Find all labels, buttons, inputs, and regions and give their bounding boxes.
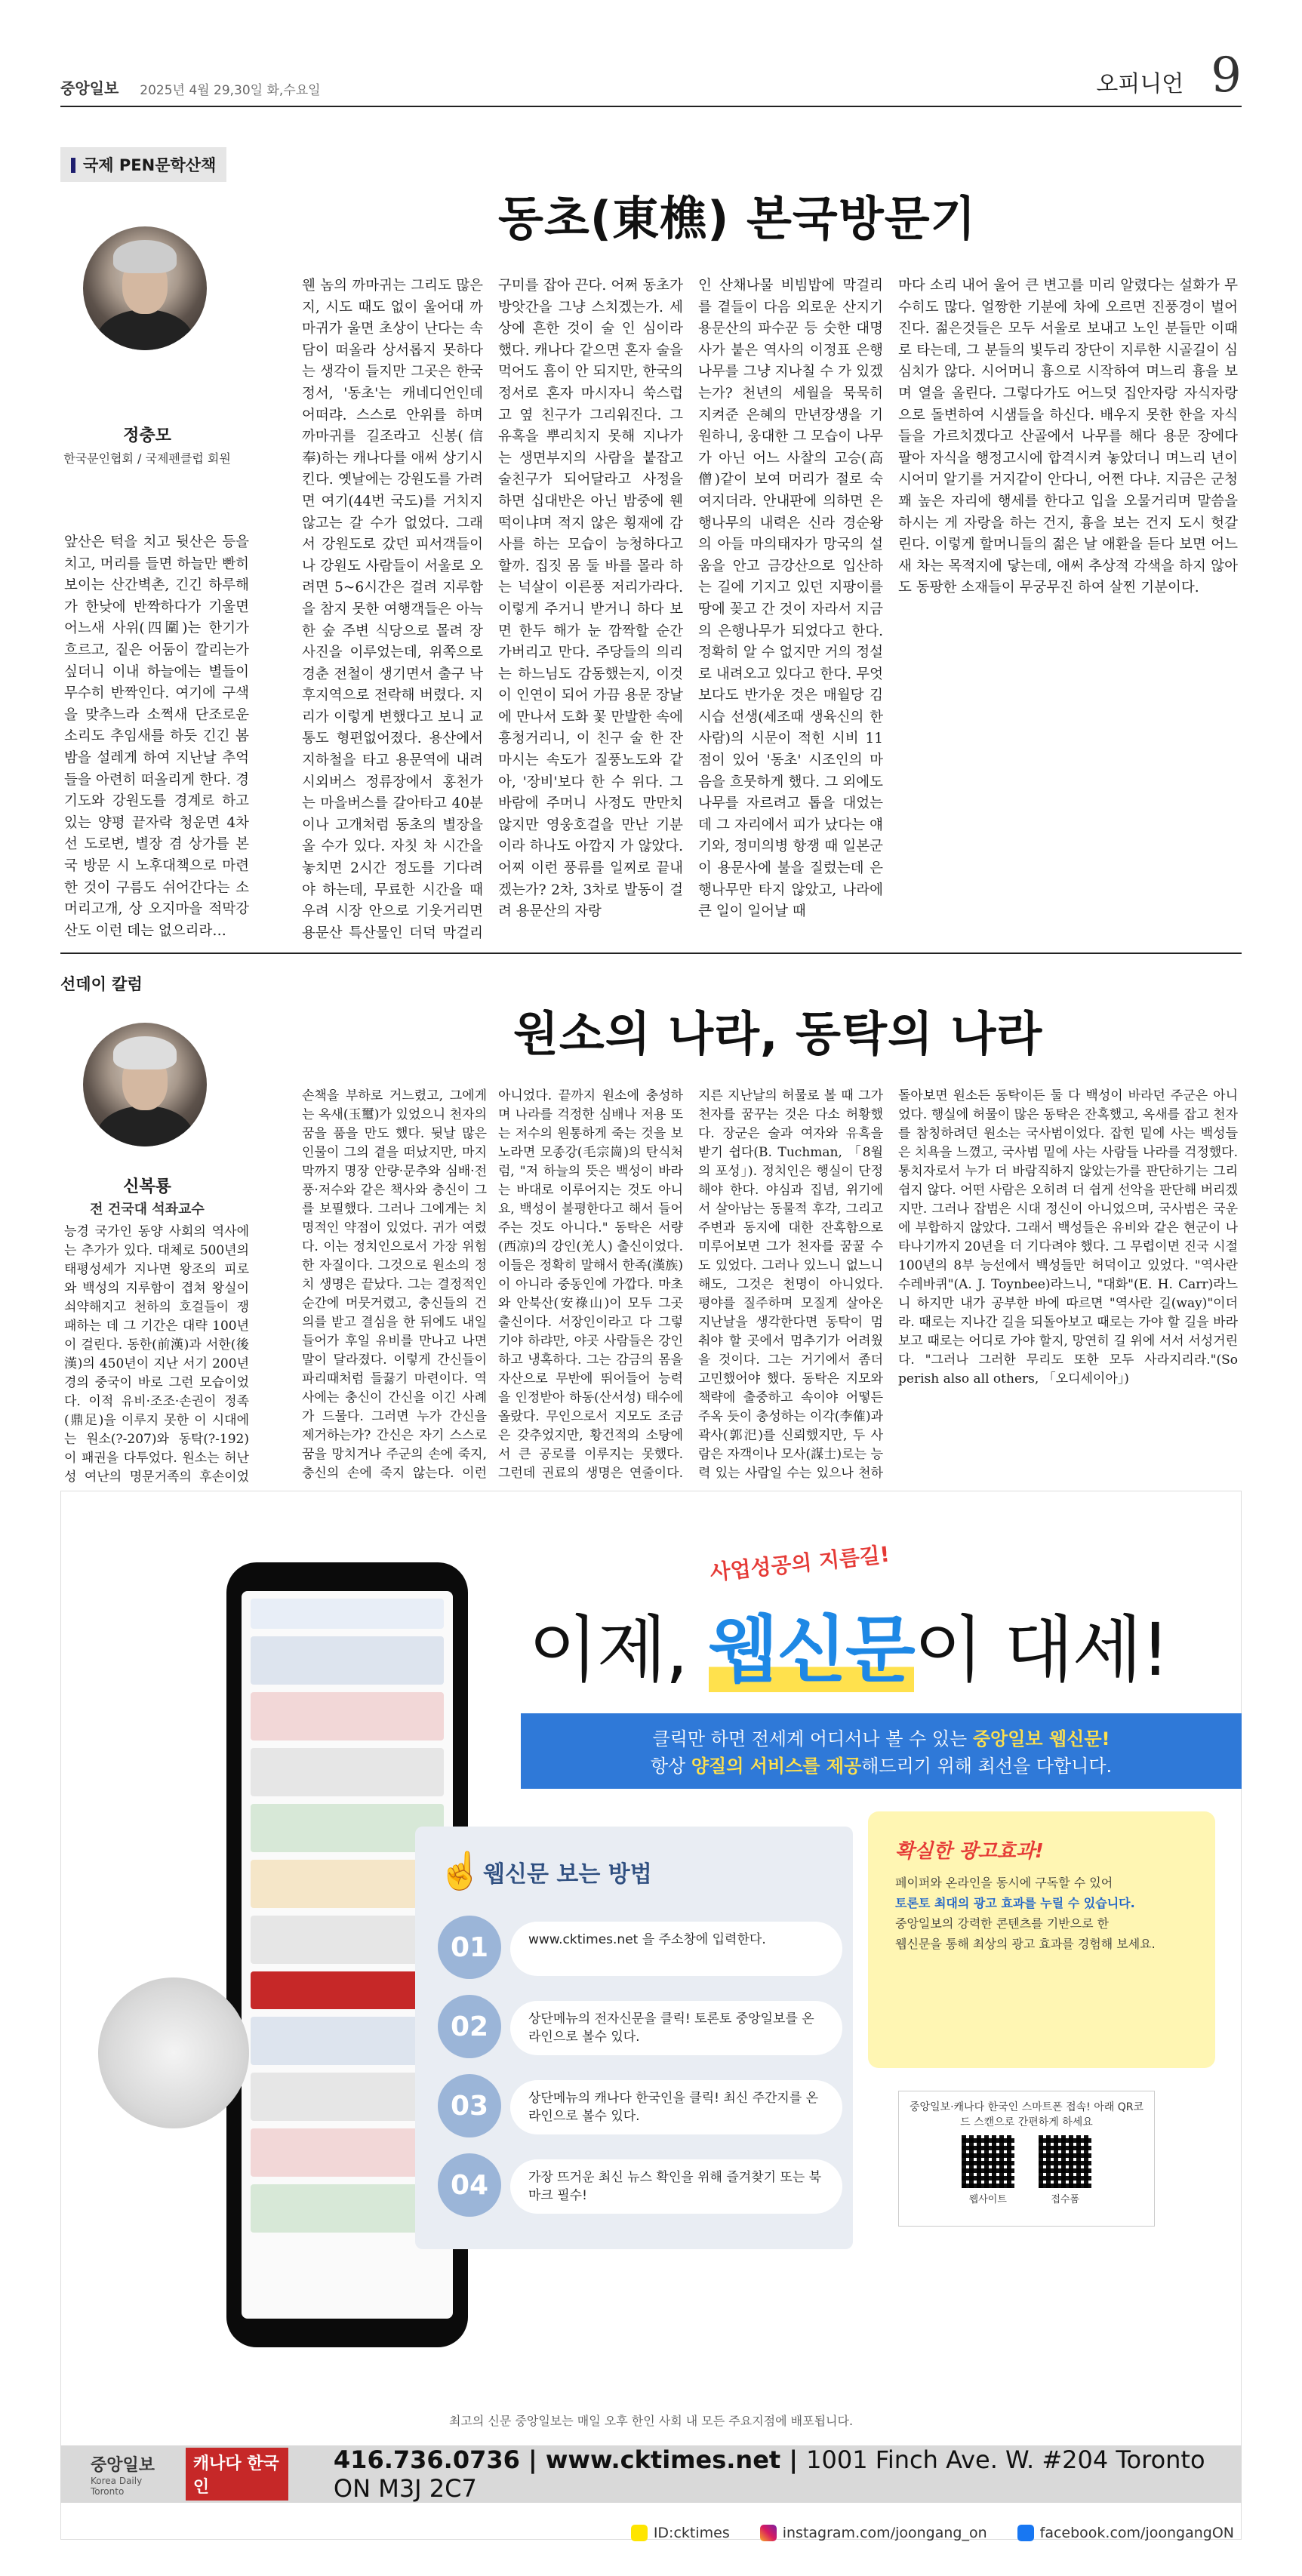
article2-author-name: 신복룡	[123, 1177, 171, 1196]
article1-author-name: 정충모	[123, 426, 171, 445]
page-number: 9	[1211, 48, 1242, 103]
qr-caption: 중앙일보·캐나다 한국인 스마트폰 접속! 아래 QR코드 스캔으로 간편하게 하세요	[909, 2101, 1143, 2128]
address: 1001 Finch Ave. W. #204 Toronto ON M3J 2C7	[333, 2445, 1205, 2503]
howto-title: 웹신문 보는 방법	[483, 1861, 652, 1888]
article2-column-label: 선데이 칼럼	[60, 975, 143, 993]
article2-column-5: 돌아보면 원소든 동탁이든 둘 다 백성이 바라던 주군은 아니었다. 행실에 허물이 많은 동탁은 잔혹했고, 옥새를 잡고 천자를 참칭하려던 원소는 국사범이었다. 잡힌 밑에 사는 백성들은 치욕을 느꼈고, 국사범 밑에 사는 사람들 나라를 걱정했다. 통치자로서 누가 더 바람직하지 않았는가를 판단하기는 그리 쉽지 않다. 어떤 사람은 오히려 더 쉽게 선악을 판단해 버리겠지만. 그러나 잡범은 시대 정신이 아니었으며, 국사범은 국운에 부합하지 않았다. 그래서 백성들은 유비와 같은 현군이 나타나기까지 20년을 더 기다려야 했다. 그 무렵이면 진국 시절 100년의 8부 능선에서 백성들만 허덕이고 있었다. "역사란 수레바퀴"(A. J. Toynbee)라느니, "대화"(E. H. Carr)라느니 하지만 내가 공부한 바에 따르면 "역사란 길(way)"이더라. 때로는 지나간 길을 되돌아보고 때로는 가야 할 길을 바라보고 때로는 어디로 가야 할지, 망연히 길 위에 서서 서성거린다. "그러나 그러한 무리도 또한 모두 사라지리라."(So perish also all others, 「오디세이아」)	[898, 1088, 1238, 1386]
joongang-logo: 중앙일보 Korea Daily Toronto	[91, 2455, 155, 2497]
article1-column-5: 마다 소리 내어 울어 큰 변고를 미리 알렸다는 설화가 무수히도 많다. 얼짱한 기분에 차에 오르면 진풍경이 벌어진다. 젊은것들은 모두 서울로 보내고 노인 분들만 이때로 타는데, 그 분들의 빛두리 장단이 지루한 시골길이 심심치가 않다. 시어머니 흉으로 시작하여 며느리 흉을 보며 열을 올린다. 그렇다가도 어느덧 집안자랑 자식자랑으로 돌변하여 시샘들을 하신다. 배우지 못한 한을 자식들을 가르치겠다고 산골에서 나무를 해다 용문 장에다 팔아 자식을 행정고시에 합격시켜 놓았더니 며느리 년이 시어미 알기를 거지같이 안다니, 어쩐 다냐. 지금은 군청 꽤 높은 자리에 행세를 한다고 입을 오물거리며 말씀을 하시는 게 자랑을 하는 건지, 흉을 보는 건지 도시 헛갈린다. 이렇게 할머니들의 젊은 날 애환을 듣다 보면 어느새 차는 목적지에 닿는데, 애써 추상적 각색을 하지 않아도 동팡한 소재들이 무궁무진 하여 살찐 기분이다.	[898, 278, 1238, 596]
ad-blue-band	[521, 1713, 1242, 1789]
step-number: 01	[438, 1916, 501, 1979]
article1-headline: 동초(東樵) 본국방문기	[498, 191, 977, 246]
step-number: 02	[438, 1995, 501, 2058]
step-text: www.cktimes.net 을 주소창에 입력한다.	[510, 1922, 842, 1976]
note-line: 페이퍼와 온라인을 동시에 구독할 수 있어	[895, 1876, 1113, 1890]
instagram-link[interactable]: instagram.com/joongang_on	[760, 2525, 987, 2541]
howto-step	[438, 1910, 815, 1985]
publication-date: 2025년 4월 29,30일 화,수요일	[140, 83, 321, 98]
facebook-link[interactable]: facebook.com/joongangON	[1017, 2525, 1234, 2541]
article1-author-photo	[83, 226, 207, 350]
website-link[interactable]: www.cktimes.net	[545, 2445, 781, 2474]
note-head: 확실한 광고효과!	[895, 1840, 1044, 1863]
pointer-hand-icon: ☝	[438, 1850, 483, 1892]
article1-column-label-text: 국제 PEN문학산책	[83, 156, 217, 174]
canada-hankook-logo: 캐나다 한국인	[186, 2448, 288, 2501]
howto-step	[438, 2147, 822, 2223]
qr-label-form: 접수폼	[1051, 2194, 1080, 2205]
note-line: 토론토 최대의 광고 효과를 누릴 수 있습니다.	[895, 1896, 1135, 1910]
article2-column-3: 아니었다. 끝까지 원소에 충성하며 나라를 걱정한 심배나 저용 또는 저수의 원통하게 죽는 것을 보노라면 모종강(毛宗崗)의 탄식처럼, "저 하늘의 뜻은 백성이 바라는 바대로 이루어지는 것도 아니요, 백성이 불평한다고 해서 들어주는 것도 아니다." 동탁은 서량(西凉)의 강인(羌人) 출신이었다. 이들은 정확히 말해서 한족(漢族)이 아니라 중동인에 가깝다. 마초와 안북산(安祿山)이 모두 그곳 출신이다. 서장인이라고 다 그렇기야 하랴만, 야곳 사람들은 강인하고 냉혹하다. 그는 감금의 몸을 자산으로 무반에 뛰어들어 능력을 인정받아 하동(산서성) 태수에 올랐다. 무인으로서 지모도 조금은 갖추었지만, 황건적의 소탕에서 큰 공로를 이루지는 못했다. 그런데 권료의 생명은 연줄이다.	[498, 1088, 683, 1481]
ad-headline-post: 이 대세!	[913, 1608, 1168, 1692]
step-number: 03	[438, 2074, 501, 2137]
howto-step	[438, 2068, 819, 2144]
kakao-link[interactable]: ID:cktimes	[631, 2525, 730, 2541]
social-links	[631, 2525, 1234, 2541]
page-header	[60, 48, 1242, 103]
ad-tagline: 사업성공의 지름길!	[709, 1541, 891, 1586]
howto-panel	[415, 1827, 853, 2249]
ad-band-line1: 클릭만 하면 전세계 어디서나 볼 수 있는 중앙일보 웹신문!	[652, 1728, 1110, 1750]
article2-author-title: 전 건국대 석좌교수	[90, 1202, 205, 1217]
contact-line: 416.736.0736 | www.cktimes.net | 1001 Finch Ave. W. #204 Toronto ON M3J 2C7	[333, 2445, 1205, 2503]
qr-label-website: 웹사이트	[968, 2194, 1007, 2205]
ad-headline	[528, 1593, 1168, 1696]
article2-column-4: 지른 지난날의 허물로 볼 때 그가 천자를 꿈꾸는 것은 다소 허황했다. 장군은 술과 여자와 유흑을 받기 쉽다(B. Tuchman, 「8월의 포성」). 정치인은 행실이 단정해야 한다. 야심과 집념, 위기에서 살아남는 동물적 후각, 그리고 주변과 동지에 대한 잔혹함으로 미루어보면 그가 천자를 꿈꿀 수도 있었다. 그러나 있느니 없느니 해도, 그것은 천명이 아니었다. 평야를 질주하며 모질게 살아온 지난날을 생각한다면 동탁이 멈춰야 할 곳에서 멈추기가 어려웠을 것이다. 그는 거기에서 좀더 고민했어야 했다. 동탁은 지모와 책략에 출중하고 속이야 어떻든 주옥 듯이 충성하는 이각(李傕)과 곽사(郭汜)를 신뢰했지만, 두 사람은 자객이나 모사(謀士)로는 능력 있는 사람일 수는 있으나 천하	[698, 1088, 883, 1481]
ad-footnote: 최고의 신문 중앙일보는 매일 오후 한인 사회 내 모든 주요지점에 배포됩니다.	[448, 2414, 854, 2428]
ad-benefit-note	[868, 1811, 1215, 2068]
label-bar-icon	[71, 158, 75, 173]
article1-column-label	[60, 147, 226, 182]
qr-code-form[interactable]	[1039, 2135, 1091, 2188]
instagram-icon	[760, 2525, 777, 2541]
ad-headline-highlight: 웹신문	[708, 1608, 914, 1692]
step-text: 상단메뉴의 캐나다 한국인을 클릭! 최신 주간지를 온라인으로 볼수 있다.	[510, 2080, 842, 2134]
ad-band-line2: 항상 양질의 서비스를 제공해드리기 위해 최선을 다합니다.	[650, 1756, 1113, 1777]
article2-author-photo	[83, 1023, 207, 1146]
article2-column-2: 손책을 부하로 거느렸고, 그에게는 옥새(玉璽)가 있었으니 천자의 꿈을 품을 만도 했다. 뒷날 많은 인물이 그의 곁을 떠났지만, 마지막까지 명장 안량·문추와 심배·전풍·저수와 같은 책사와 충신이 그를 보필했다. 그러나 그에게는 치명적인 약점이 있었다. 귀가 여렸다. 이는 정치인으로서 가장 위험한 자질이다. 그것으로 원소의 정치 생명은 끝났다. 그는 결정적인 순간에 머뭇거렸고, 충신들의 건의를 받고 결심을 한 뒤에도 내일 들어가 후일 유비를 만나고 나면 말이 달라졌다. 이렇게 간신들이 파리때처럼 들끓기 마련이다. 역사에는 충신이 간신을 이긴 사례가 드물다. 그러면 누가 간신을 제거하는가? 간신은 자기 스스로 꿈을 망치거나 주군의 손에 죽지, 충신의 손에 죽지 않는다. 이런	[302, 1088, 487, 1481]
article2-column-1: 능경 국가인 동양 사회의 역사에는 추가가 있다. 대체로 500년의 태평성세가 지나면 왕조의 피로와 백성의 지루함이 겹쳐 왕실이 쇠약해지고 천하의 호걸들이 쟁패하는 데 그 기간은 대략 100년이 걸린다. 동한(前漢)과 서한(後漢)의 450년이 지난 서기 200년경의 중국이 바로 그런 모습이었다. 이적 유비·조조·손권이 정족(鼎足)을 이루지 못한 이 시대에는 원소(?-207)와 동탁(?-192)이 패권을 다투었다. 원소는 허난성 여난의 명문거족의 후손이었	[64, 1224, 249, 1483]
paper-name: 중앙일보	[60, 79, 119, 97]
step-text: 가장 뜨거운 최신 뉴스 확인을 위해 즐겨찾기 또는 북마크 필수!	[510, 2159, 842, 2214]
kakao-icon	[631, 2525, 648, 2541]
article1-column-4: 인 산채나물 비빔밥에 막걸리를 곁들이 다음 외로운 산지기 용문산의 파수꾼 등 숫한 대명사가 붙은 역사의 이정표 은행나무를 그냥 지나칠 수 가 있겠는가? 천년의 세월을 묵묵히 지켜준 은혜의 만년장생을 기원하니, 웅대한 그 모습이 나무가 아닌 어느 사찰의 고승(高僧)같이 보여 머리가 절로 숙여지더라. 안내판에 의하면 은행나무의 내력은 신라 경순왕의 아들 마의태자가 망국의 설움을 안고 금강산으로 입산하는 길에 기지고 있던 지팡이를 땅에 꽂고 간 것이 자라서 지금의 은행나무가 되었다고 한다. 정확히 알 수 없지만 거의 정설로 내려오고 있다고 한다. 무엇보다도 반가운 것은 매월당 김시습 선생(세조때 생육신의 한사람)의 시문이 적힌 시비 11점이 있어 '동초' 시조인의 마음을 흐뭇하게 했다. 그 외에도 나무를 자르려고 톱을 대었는데 그 자리에서 피가 났다는 얘기와, 정미의병 항쟁 때 일본군이 용문사에 불을 질렀는데 은행나무만 타지 않았고, 나라에 큰 일이 일어날 때	[698, 278, 883, 920]
facebook-icon	[1017, 2525, 1034, 2541]
step-text: 상단메뉴의 전자신문을 클릭! 토론토 중앙일보를 온라인으로 볼수 있다.	[510, 2001, 842, 2055]
article1-column-2: 웬 놈의 까마귀는 그리도 많은지, 시도 때도 없이 울어대 까마귀가 울면 초상이 난다는 속담이 떠올라 상서롭지 못하다는 생각이 들지만 그곳은 한국 정서, '동초'는 캐네디언인데 어떠랴. 스스로 안위를 하며 까마귀를 길조라고 신봉(信奉)하는 캐나다를 애써 상기시킨다. 옛날에는 강원도를 가려면 여기(44번 국도)를 거치지 않고는 갈 수가 없었다. 그래서 강원도로 갔던 피서객들이나 강원도 사람들이 서울로 오려면 5~6시간은 걸려 지루함을 참지 못한 여행객들은 아늑한 숲 주변 식당으로 몰려 장사진을 이루었는데, 위쪽으로 경춘 전철이 생기면서 출구 낙후지역으로 전락해 버렸다. 지리가 이렇게 변했다고 보니 교통도 형편없어졌다. 용산에서 지하철을 타고 용문역에 내려 시외버스 정류장에서 홍천가는 마을버스를 갈아타고 40분이나 고개처럼 동초의 별장을 올 수가 있다. 자칫 차 시간을 놓치면 2시간 정도를 기다려야 하는데, 무료한 시간을 때우려 시장 안으로 기웃거리면 용문산 특산물인 더덕 막걸리	[302, 278, 483, 940]
article1-column-3: 구미를 잡아 끈다. 어쩌 동초가 방앗간을 그냥 스치겠는가. 세상에 흔한 것이 술 인 심이라 했다. 캐나다 같으면 혼자 술을 먹어도 흠이 안 되지만, 한국의 정서로 혼자 마시자니 쑥스럽고 옆 친구가 그리워진다. 그 유혹을 뿌리치지 못해 지나가는 생면부지의 사람을 붙잡고 술친구가 되어달라고 사정을 하면 십대반은 아닌 밤중에 웬 떡이냐며 적지 않은 횡재에 감사를 하는 모습이 능청하다고 할까. 집짓 몸 둘 바를 몰라 하는 넉살이 이른풍 저리가라다. 이렇게 주거니 받거니 하다 보면 한두 해가 눈 깜짝할 순간 가버리고 만다. 주당들의 의리는 하느님도 감동했는지, 이것이 인연이 되어 가끔 용문 장날에 만나서 도화 꽃 만발한 속에 흥청거리니, 이 친구 술 한 잔 마시는 속도가 질풍노도와 같아, '장비'보다 한 수 위다. 그 바람에 주머니 사정도 만만치 않지만 영웅호걸을 만난 기분이라 하나도 아깝지 가 않았다. 어찌 이런 풍류를 일찌로 끝내겠는가? 2차, 3차로 발동이 걸려 용문산의 자랑	[498, 278, 683, 920]
ad-footer	[60, 2445, 1242, 2503]
article1-column-1: 앞산은 턱을 치고 뒷산은 등을 치고, 머리를 들면 하늘만 빤히 보이는 산간벽촌, 긴긴 하루해가 한낮에 반짝하다가 기울면 어느새 사위(四圍)는 한기가 흐르고, 짙은 어둠이 깔리는가 싶더니 이내 하늘에는 별들이 무수히 반짝인다. 여기에 구색을 맞추느라 소쩍새 단조로운 소리도 추임새를 하듯 긴긴 봄밤을 설레게 하여 지난날 추억들을 아련히 떠올리게 한다. 경기도와 강원도를 경계로 하고 있는 양평 끝자락 청운면 4차선 도로변, 별장 겸 상가를 본국 방문 시 노후대책으로 마련한 것이 구름도 쉬어간다는 소머리고개, 상 오지마을 적막강산도 이런 데는 없으리라…	[64, 534, 249, 939]
section-name: 오피니언	[1096, 71, 1184, 97]
article2-headline: 원소의 나라, 동탁의 나라	[513, 1006, 1043, 1061]
note-line: 중앙일보의 강력한 콘텐츠를 기반으로 한	[895, 1916, 1110, 1931]
qr-code-website[interactable]	[962, 2135, 1014, 2188]
ad-headline-pre: 이제,	[528, 1608, 709, 1692]
article1-author-title: 한국문인협회 / 국제펜클럽 회원	[63, 451, 231, 466]
qr-card	[898, 2091, 1155, 2227]
phone-number[interactable]: 416.736.0736	[333, 2445, 520, 2474]
step-number: 04	[438, 2153, 501, 2217]
newspaper-roll-image	[98, 1977, 249, 2128]
note-line: 웹신문을 통해 최상의 광고 효과를 경험해 보세요.	[895, 1937, 1156, 1951]
howto-step	[438, 1989, 815, 2064]
header-rule	[60, 106, 1242, 107]
article-divider	[60, 953, 1242, 954]
